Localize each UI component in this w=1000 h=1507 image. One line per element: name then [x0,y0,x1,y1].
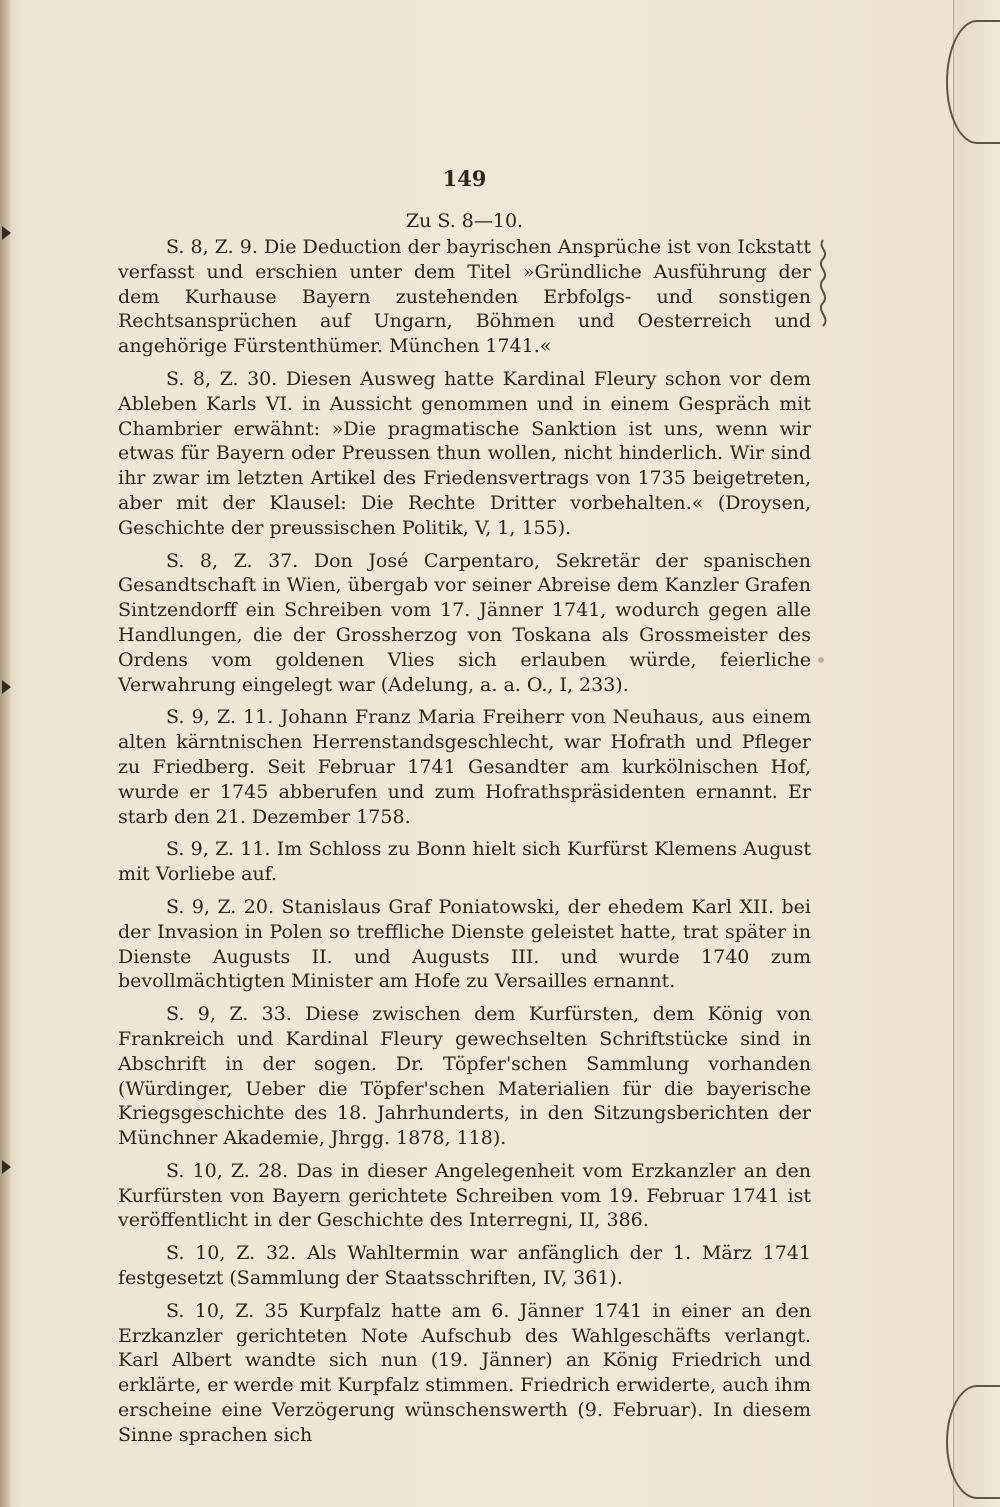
note-paragraph: S. 8, Z. 9. Die Deduction der bayrischen Ansprüche ist von Ickstatt verfasst und erschien unter dem Titel »Gründliche Ausführung der dem Kurhause Bayern zustehenden Erbfolgs- und sonstigen Rechtsansprüchen auf Ungarn, Böhmen und Oesterreich und angehörige Fürstenthümer. München 1741.« [118,236,811,358]
note-paragraph: S. 10, Z. 35 Kurpfalz hatte am 6. Jänner 1741 in einer an den Erzkanzler gerichteten Note Aufschub des Wahlgeschäfts verlangt. Karl Albert wandte sich nun (19. Jänner) an König Friedrich und erklärte, er werde mit Kurpfalz stimmen. Friedrich erwiderte, auch ihm erscheine eine Verzögerung wünschenswerth (9. Februar). In diesem Sinne sprachen sich [118,1299,812,1446]
page-fold-edge [953,0,1000,1507]
page-curl-bottom [946,1385,1000,1499]
binding-mark-icon [2,226,11,240]
note-paragraph: S. 9, Z. 11. Johann Franz Maria Freiherr von Neuhaus, aus einem alten kärntnischen Herrenstandsgeschlecht, war Hofrath und Pfleger zu Friedberg. Seit Februar 1741 Gesandter am kurkölnischen Hof, wurde er 1745 abberufen und zum Hofrathspräsidenten ernannt. Er starb den 21. Dezember 1758. [118,706,811,828]
note-paragraph: S. 8, Z. 30. Diesen Ausweg hatte Kardinal Fleury schon vor dem Ableben Karls VI. in Aussicht genommen und in einem Gespräch mit Chambrier erwähnt: »Die pragmatische Sanktion ist uns, wenn wir etwas für Bayern oder Preussen thun wollen, nicht hinderlich. Wir sind ihr zwar im letzten Artikel des Friedensvertrags von 1735 beigetreten, aber mit der Klausel: Die Rechte Dritter vorbehalten.« (Droysen, Geschichte der preussischen Politik, V, 1, 155). [118,367,811,539]
note-paragraph: S. 9, Z. 11. Im Schloss zu Bonn hielt sich Kurfürst Klemens August mit Vorliebe auf. [118,838,811,886]
document-content [118,166,811,1456]
section-title: Zu S. 8—10. [405,210,524,232]
binding-mark-icon [2,1160,11,1174]
page-curl-top [946,20,1000,144]
binding-mark-icon [2,680,11,694]
note-paragraph: S. 10, Z. 32. Als Wahltermin war anfänglich der 1. März 1741 festgesetzt (Sammlung der Staatsschriften, IV, 361). [118,1242,811,1290]
margin-brace-mark [813,236,843,328]
margin-dot [818,657,824,663]
page-number: 149 [442,166,487,191]
note-paragraph: S. 10, Z. 28. Das in dieser Angelegenheit vom Erzkanzler an den Kurfürsten von Bayern gerichtete Schreiben vom 19. Februar 1741 ist veröffentlicht in der Geschichte des Interregni, II, 386. [118,1159,811,1232]
note-paragraph: S. 9, Z. 33. Diese zwischen dem Kurfürsten, dem König von Frankreich und Kardinal Fleury gewechselten Schriftstücke sind in Abschrift in der sogen. Dr. Töpfer'schen Sammlung vorhanden (Würdinger, Ueber die Töpfer'schen Materialien für die bayerische Kriegsgeschichte des 18. Jahrhunderts, in den Sitzungsberichten der Münchner Akademie, Jhrgg. 1878, 118). [118,1003,811,1150]
note-paragraph: S. 8, Z. 37. Don José Carpentaro, Sekretär der spanischen Gesandtschaft in Wien, übergab vor seiner Abreise dem Kanzler Grafen Sintzendorff ein Schreiben vom 17. Jänner 1741, wodurch gegen alle Handlungen, die der Grossherzog von Toskana als Grossmeister des Ordens vom goldenen Vlies sich erlauben würde, feierliche Verwahrung eingelegt war (Adelung, a. a. O., I, 233). [118,549,811,696]
note-paragraph: S. 9, Z. 20. Stanislaus Graf Poniatowski, der ehedem Karl XII. bei der Invasion in Polen so treffliche Dienste geleistet hatte, trat später in Dienste Augusts II. und Augusts III. und wurde 1740 zum bevollmächtigten Minister am Hofe zu Versailles ernannt. [118,895,811,993]
